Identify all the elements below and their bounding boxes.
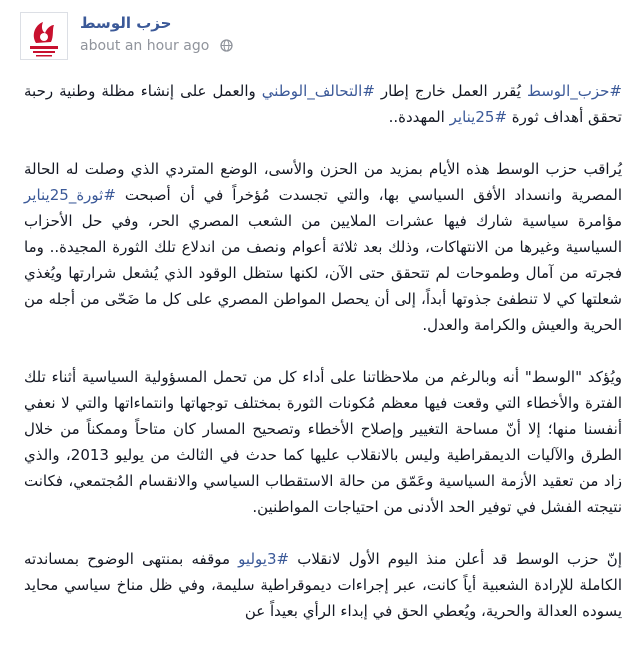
page-name-link[interactable]: حزب الوسط — [80, 14, 172, 32]
paragraph-text: والعمل على إنشاء مظلة وطنية رحبة تحقق أهداف ثورة — [24, 82, 622, 126]
post-paragraph-headline — [24, 78, 622, 130]
paragraph-text: يُراقب حزب الوسط هذه الأيام بمزيد من الحزن والأسى، الوضع المتردي الذي وصلت له الحالة المصرية وانسداد الأفق السياسي بها، والتي تجسدت مُؤخراً في أن أصبحت — [24, 160, 622, 204]
hashtag-link[interactable]: #3يوليو — [238, 550, 290, 568]
paragraph-text: يُقرر العمل خارج إطار — [374, 82, 527, 100]
hashtag-link[interactable]: #التحالف_الوطني — [261, 82, 375, 100]
paragraph-text: ويُؤكد "الوسط" أنه وبالرغم من ملاحظاتنا على أداء كل من تحمل المسؤولية السياسية أثناء تلك الفترة والأخطاء التي وقعت فيها معظم مُكونات الثورة بمختلف توجهاتها وانتماءاتها والتي لا نعفي أنفسنا منها؛ إلا أنّ مساحة التغيير وإصلاح الأخطاء وتصحيح المسار كان متاحاً وممكناً من خلال الطرق والآليات الديمقراطية وليس بالانقلاب عليها كما حدث في الثالث من يوليو 2013، والذي زاد من تعقيد الأزمة السياسية وعَمّق من حالة الاستقطاب السياسي والانقسام المُجتمعي، فكانت نتيجته الفشل في توفير الحد الأدنى من احتياجات المواطنين. — [24, 368, 622, 516]
post-paragraph-2 — [24, 156, 622, 338]
paragraph-text: موقفه بمنتهى الوضوح بمساندته الكاملة للإرادة الشعبية أياً كانت، عبر إجراءات ديموقراطية سليمة، وفي ظل مناخ سياسي محايد يسوده العدالة والحرية، ويُعطي الحق في إبداء الرأي بعيداً عن — [24, 550, 622, 620]
post-body — [24, 78, 622, 650]
hashtag-link[interactable]: #25يناير — [449, 108, 508, 126]
paragraph-text: مؤامرة سياسية شارك فيها عشرات الملايين من الشعب المصري الحر، وفي حل الأحزاب السياسية وغيرها من الانتهاكات، وذلك بعد ثلاثة أعوام ونصف من اندلاع تلك الثورة المجيدة.. وما فجرته من آمال وطموحات لم تتحقق حتى الآن، لكنها ستظل الوقود الذي يُشعل شرارتها ويُغذي شعلتها كي لا تنطفئ جذوتها أبداً، إلى أن يحصل المواطن المصري على كل ما ضَحّى من أجله من الحرية والعيش والكرامة والعدل. — [24, 212, 622, 334]
hashtag-link[interactable]: #حزب_الوسط — [526, 82, 622, 100]
post-timestamp[interactable]: about an hour ago — [80, 38, 210, 54]
post-paragraph-4 — [24, 546, 622, 624]
post-header — [20, 12, 620, 62]
paragraph-text: المهددة.. — [388, 108, 450, 126]
post-meta — [80, 38, 233, 56]
hashtag-link[interactable]: #ثورة_25يناير — [24, 186, 116, 204]
globe-icon[interactable] — [220, 39, 233, 56]
paragraph-text: إنّ حزب الوسط قد أعلن منذ اليوم الأول لانقلاب — [289, 550, 622, 568]
post-paragraph-3 — [24, 364, 622, 520]
party-logo-icon[interactable] — [20, 12, 68, 60]
